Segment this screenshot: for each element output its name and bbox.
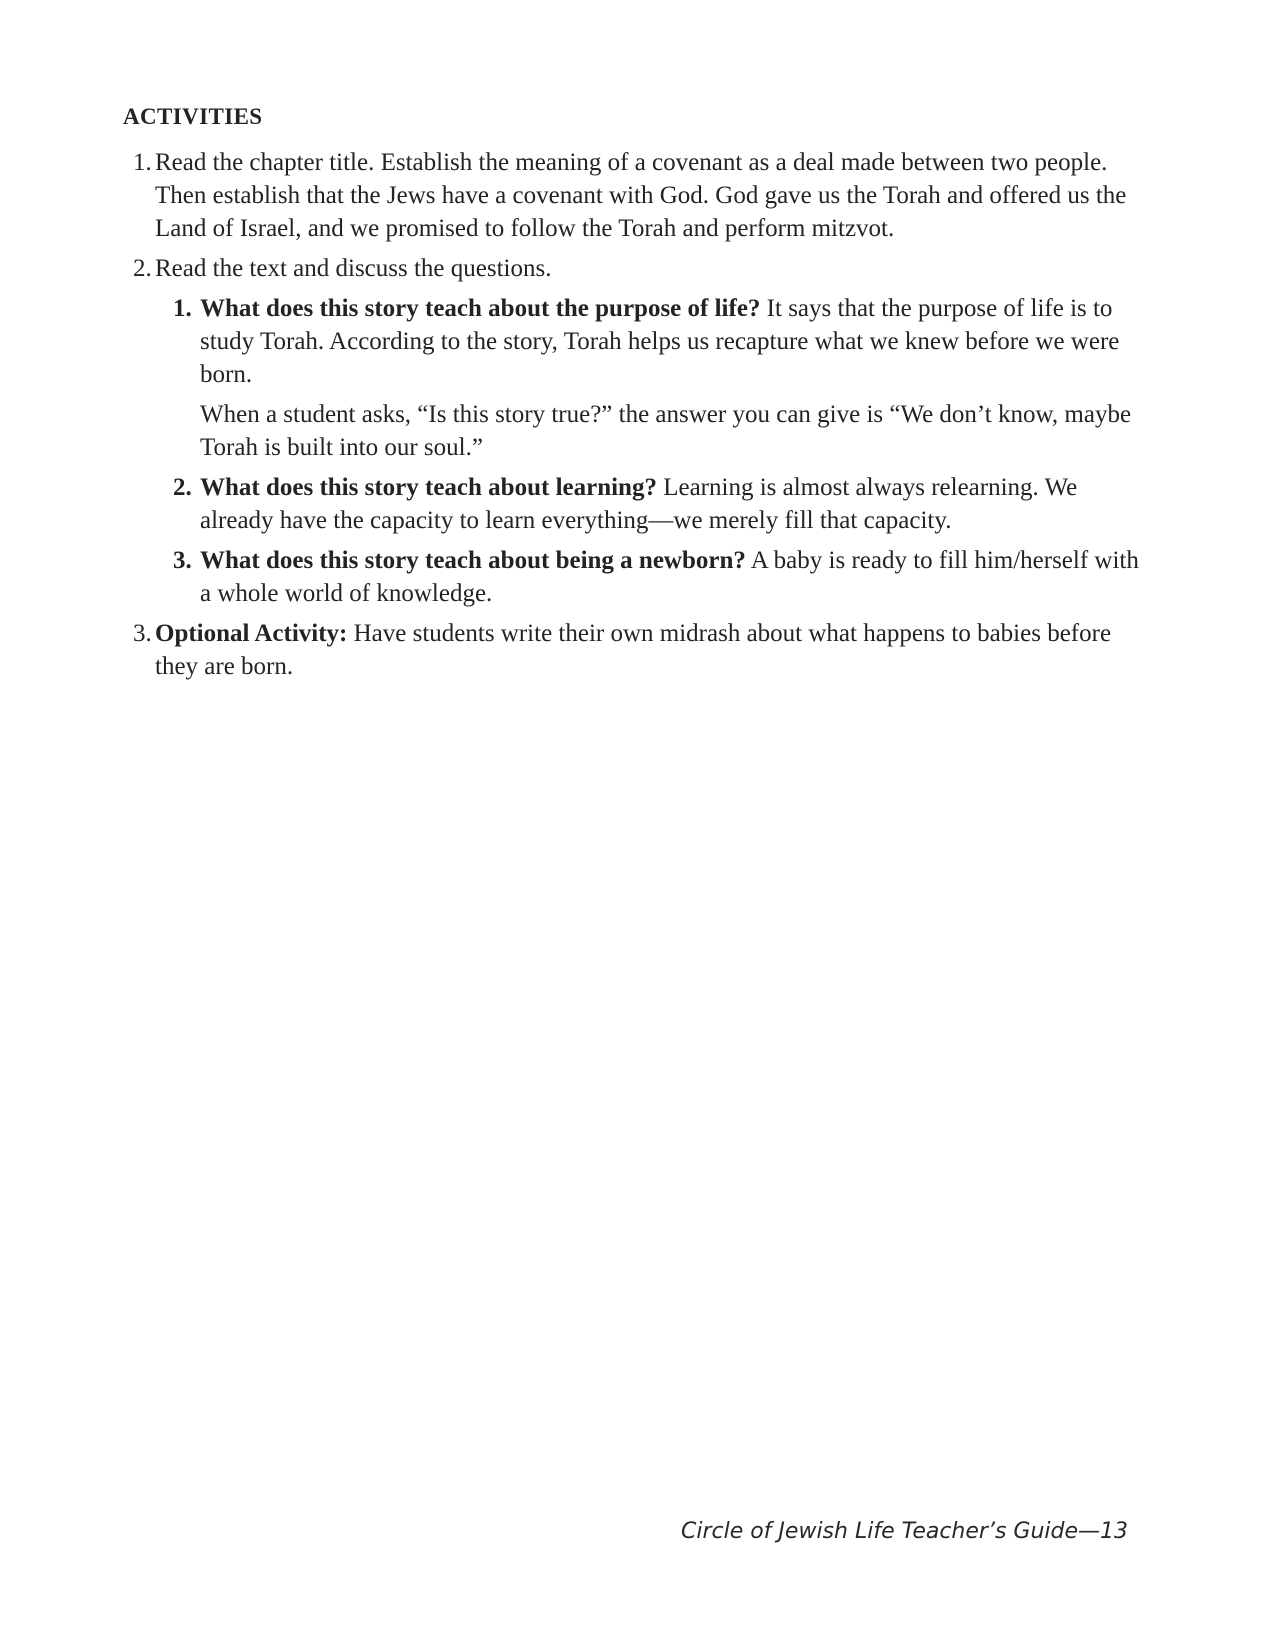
activity-item-3 (133, 617, 1155, 683)
activity-text-content: Have students write their own midrash about what happens to babies before they are born. (155, 620, 1112, 680)
question-body (200, 292, 1155, 464)
question-number: 3. (173, 547, 192, 574)
question-number: 1. (173, 295, 192, 322)
question-item-3 (173, 544, 1155, 610)
activities-heading: ACTIVITIES (123, 104, 263, 129)
activity-label: Optional Activity: (155, 620, 348, 647)
activity-text-content: Read the text and discuss the questions. (155, 255, 552, 282)
teacher-note-paragraph: When a student asks, “Is this story true?” the answer you can give is “We don’t know, maybe Torah is built into our soul.” (200, 401, 1132, 461)
activity-text-content: Read the chapter title. Establish the meaning of a covenant as a deal made between two people. Then establish that the Jews have a covenant with God. God gave us the Torah and offered us the Land of Israel, and we promised to follow the Torah and perform mitzvot. (155, 149, 1127, 242)
question-body (200, 471, 1155, 537)
question-text: What does this story teach about learning? (200, 474, 657, 501)
answer-text: It says that the purpose of life is to study Torah. According to the story, Torah helps us recapture what we knew before we were born. (200, 295, 1120, 388)
question-answer-paragraph (200, 471, 1155, 537)
question-item-2 (173, 471, 1155, 537)
question-text: What does this story teach about being a newborn? (200, 547, 746, 574)
question-answer-paragraph (200, 544, 1155, 610)
activity-text (155, 617, 1155, 683)
activity-item-2 (133, 252, 1155, 610)
question-body (200, 544, 1155, 610)
answer-text: A baby is ready to fill him/herself with a whole world of knowledge. (200, 547, 1139, 607)
activity-number: 3. (133, 620, 152, 647)
activity-text (155, 252, 1155, 610)
activity-item-1 (133, 146, 1155, 245)
question-answer-paragraph (200, 292, 1155, 391)
activity-text (155, 146, 1155, 245)
page-footer (681, 1518, 1128, 1546)
activity-number: 1. (133, 149, 152, 176)
answer-text: Learning is almost always relearning. We already have the capacity to learn everything—we merely fill that capacity. (200, 474, 1078, 534)
activity-number: 2. (133, 255, 152, 282)
question-item-1 (173, 292, 1155, 464)
footer-text: Circle of Jewish Life Teacher’s Guide—13 (680, 1519, 1128, 1544)
page-content (123, 103, 1155, 683)
activities-list (123, 146, 1155, 683)
question-number: 2. (173, 474, 192, 501)
questions-list (173, 292, 1155, 610)
question-text: What does this story teach about the purpose of life? (200, 295, 761, 322)
